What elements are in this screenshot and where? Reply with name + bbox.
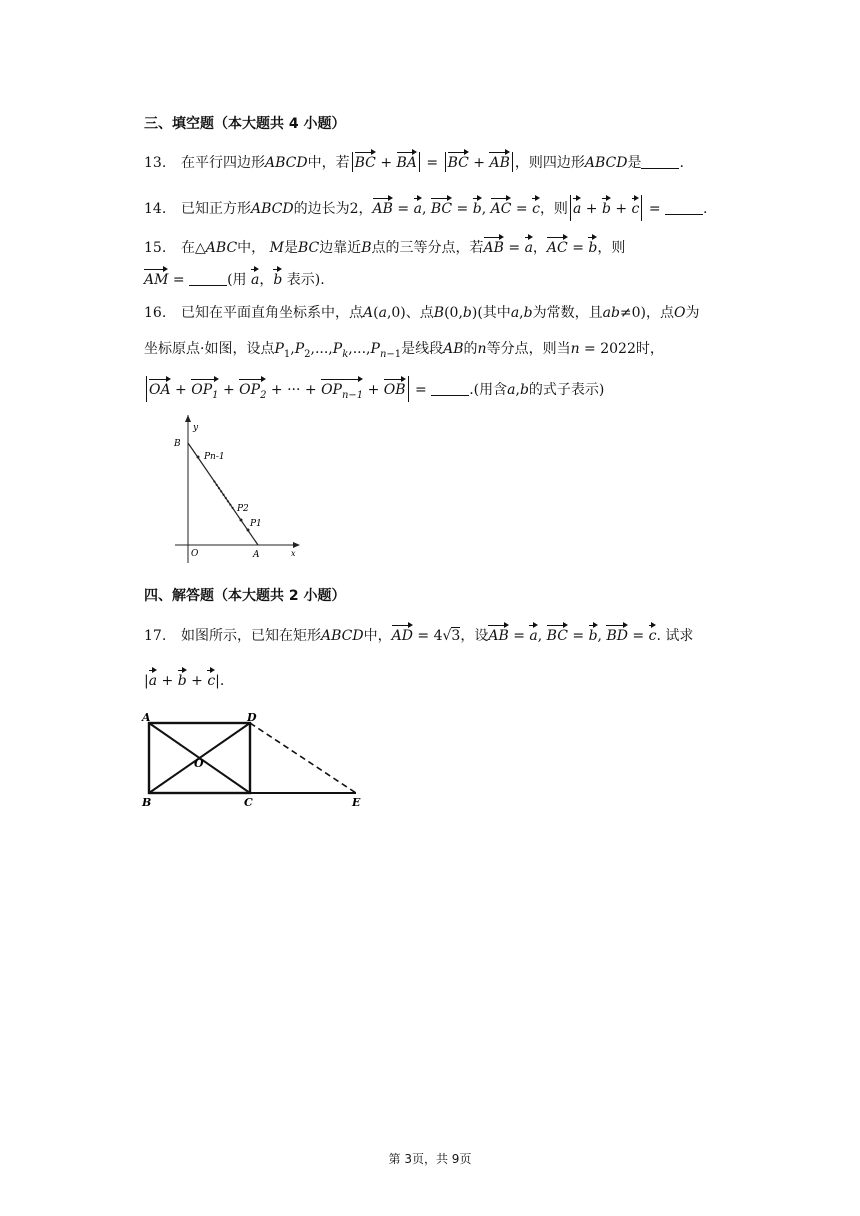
question-14-number: 14. xyxy=(144,201,167,217)
label-y: y xyxy=(193,423,199,433)
label-d: D xyxy=(247,711,257,724)
question-13-number: 13. xyxy=(144,155,167,171)
label-b: B xyxy=(142,796,152,808)
question-17-line-1: 17. 如图所示，已知在矩形ABCD中，AD = 4√3，设AB = a, BC = b, BD = c. 试求 xyxy=(144,623,693,646)
question-14: 14. 已知正方形ABCD的边长为2，AB = a, BC = b, AC = c，则 a + b + c = . xyxy=(144,195,707,221)
question-16-line-3: OA + $OP_1 + OP_2$ + ··· + $OP_{n-1}$ + OB = .(用含a,b的式子表示) xyxy=(144,376,604,406)
label-e: E xyxy=(352,796,361,808)
label-x: x xyxy=(291,549,296,558)
point-p2 xyxy=(240,519,243,522)
question-16-number: 16. xyxy=(144,305,167,321)
question-15-line-2: AM = (用 a，b 表示). xyxy=(144,267,325,290)
segment-de-dashed xyxy=(250,723,356,793)
label-o: O xyxy=(191,549,199,559)
label-a: A xyxy=(142,711,151,724)
question-13: 13. 在平行四边形ABCD中，若 BC + BA = BC + AB ，则四边形ABCD是 . xyxy=(144,150,684,173)
page-footer: 第 3页，共 9页 xyxy=(388,1152,472,1166)
question-17-number: 17. xyxy=(144,628,167,644)
label-a: A xyxy=(253,550,260,560)
label-c: C xyxy=(244,796,253,808)
section-3-title: 三、填空题（本大题共 4 小题） xyxy=(144,116,346,132)
question-16-line-2: 坐标原点·如图，设点$P_1,P_2,...,P_k,...,P_{n-1}$是线段AB的n等分点，则当n = 2022时， xyxy=(144,341,664,360)
point-pn-1 xyxy=(197,456,200,459)
section-4-title: 四、解答题（本大题共 2 小题） xyxy=(144,588,346,604)
y-axis-arrow xyxy=(185,415,191,422)
rectangle-figure xyxy=(138,708,368,808)
x-axis-arrow xyxy=(293,542,300,548)
label-b: B xyxy=(174,439,181,449)
coordinate-figure xyxy=(170,415,305,565)
question-17-line-2: |a + b + c|. xyxy=(144,668,224,691)
label-pn-1: Pn-1 xyxy=(204,452,225,462)
question-16-line-1: 16. 已知在平面直角坐标系中，点A(a,0)、点B(0,b)(其中a,b为常数，且ab≠0)，点O为 xyxy=(144,305,700,321)
question-15-line-1: 15. 在△ABC中， M是BC边靠近B点的三等分点，若AB = a，AC = b，则 xyxy=(144,235,625,258)
label-p1: P1 xyxy=(250,519,262,529)
question-15-number: 15. xyxy=(144,240,167,256)
label-o: O xyxy=(194,757,204,770)
label-p2: P2 xyxy=(237,504,249,514)
